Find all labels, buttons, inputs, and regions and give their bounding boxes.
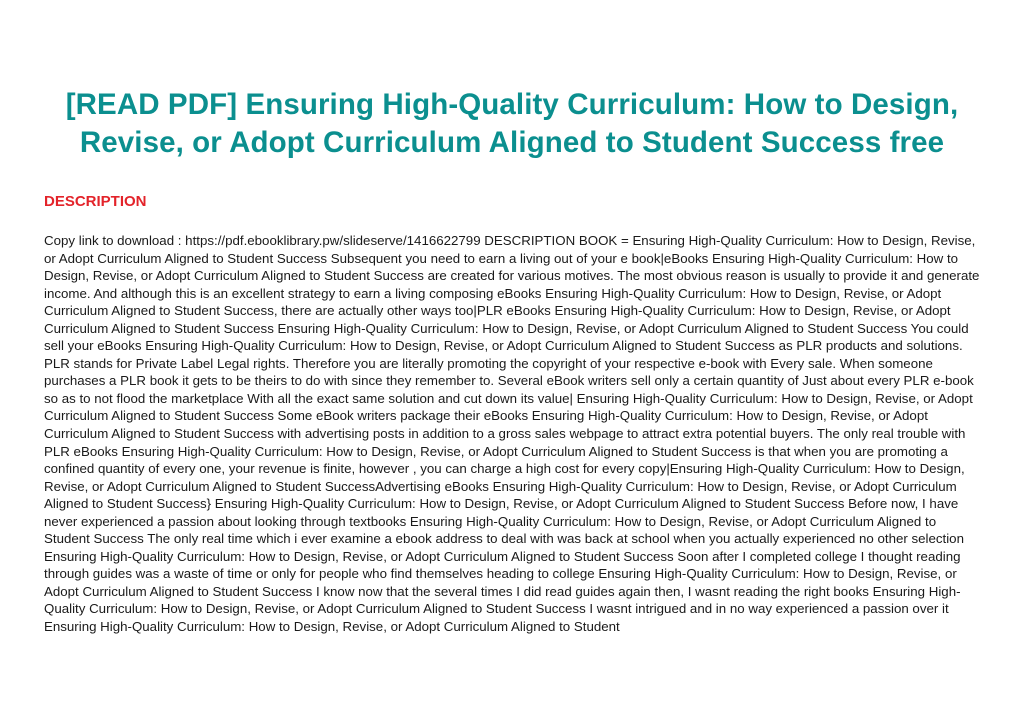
page-title: [READ PDF] Ensuring High-Quality Curriculum: How to Design, Revise, or Adopt Curriculum Aligned to Student Success free [65,88,959,159]
description-heading: DESCRIPTION [44,193,147,210]
description-body: Copy link to download : https://pdf.ebooklibrary.pw/slideserve/1416622799 DESCRIPTION BOOK = Ensuring High-Quality Curriculum: How to Design, Revise, or Adopt Curriculum Aligned to Student Success Subsequent you need to earn a living out of your e book|eBooks Ensuring High-Quality Curriculum: How to Design, Revise, or Adopt Curriculum Aligned to Student Success are created for various motives. The most obvious reason is usually to provide it and generate income. And although this is an excellent strategy to earn a living composing eBooks Ensuring High-Quality Curriculum: How to Design, Revise, or Adopt Curriculum Aligned to Student Success, there are actually other ways too|PLR eBooks Ensuring High-Quality Curriculum: How to Design, Revise, or Adopt Curriculum Aligned to Student Success Ensuring High-Quality Curriculum: How to Design, Revise, or Adopt Curriculum Aligned to Student Success You could sell your eBooks Ensuring High-Quality Curriculum: How to Design, Revise, or Adopt Curriculum Aligned to Student Success as PLR products and solutions. PLR stands for Private Label Legal rights. Therefore you are literally promoting the copyright of your respective e-book with Every sale. When someone purchases a PLR book it gets to be theirs to do with since they remember to. Several eBook writers sell only a certain quantity of Just about every PLR e-book so as to not flood the marketplace With all the exact same solution and cut down its value| Ensuring High-Quality Curriculum: How to Design, Revise, or Adopt Curriculum Aligned to Student Success Some eBook writers package their eBooks Ensuring High-Quality Curriculum: How to Design, Revise, or Adopt Curriculum Aligned to Student Success with advertising posts in addition to a gross sales webpage to attract extra potential buyers. The only real trouble with PLR eBooks Ensuring High-Quality Curriculum: How to Design, Revise, or Adopt Curriculum Aligned to Student Success is that when you are promoting a confined quantity of every one, your revenue is finite, however , you can charge a high cost for every copy|Ensuring High-Quality Curriculum: How to Design, Revise, or Adopt Curriculum Aligned to Student SuccessAdvertising eBooks Ensuring High-Quality Curriculum: How to Design, Revise, or Adopt Curriculum Aligned to Student Success} Ensuring High-Quality Curriculum: How to Design, Revise, or Adopt Curriculum Aligned to Student Success Before now, I have never experienced a passion about looking through textbooks Ensuring High-Quality Curriculum: How to Design, Revise, or Adopt Curriculum Aligned to Student Success The only real time which i ever examine a ebook address to deal with was back at school when you actually experienced no other selection Ensuring High-Quality Curriculum: How to Design, Revise, or Adopt Curriculum Aligned to Student Success Soon after I completed college I thought reading through guides was a waste of time or only for people who find themselves heading to college Ensuring High-Quality Curriculum: How to Design, Revise, or Adopt Curriculum Aligned to Student Success I know now that the several times I did read guides again then, I wasnt reading the right books Ensuring High-Quality Curriculum: How to Design, Revise, or Adopt Curriculum Aligned to Student Success I wasnt intrigued and in no way experienced a passion over it Ensuring High-Quality Curriculum: How to Design, Revise, or Adopt Curriculum Aligned to Student [44,233,980,635]
